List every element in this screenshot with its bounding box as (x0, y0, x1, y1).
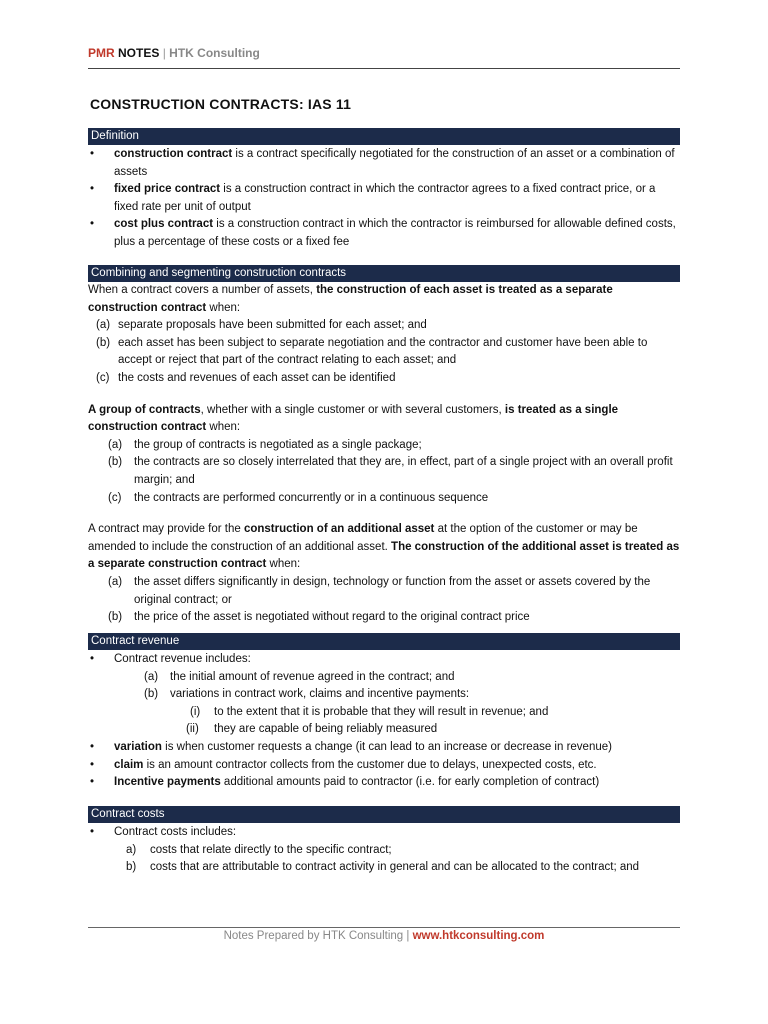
list-item (88, 842, 680, 860)
list-item (88, 216, 680, 251)
list-item (88, 859, 680, 877)
list-text: the group of contracts is negotiated as a single package; (134, 438, 422, 451)
definition-text: is a construction contract in which the contractor is reimbursed for allowable defined costs, plus a percentage of these costs or a fixed fee (114, 218, 676, 248)
list-item (88, 757, 680, 775)
section-heading-costs: Contract costs (88, 806, 680, 823)
list-marker: (b) (108, 611, 123, 624)
page-footer (88, 930, 680, 942)
definition-list (88, 146, 680, 252)
list-marker: (c) (108, 491, 122, 504)
list-item (88, 490, 680, 508)
bullet-icon: • (90, 758, 95, 771)
bullet-icon: • (90, 826, 95, 838)
costs-content (88, 824, 680, 877)
text: construction of an additional asset (243, 523, 435, 536)
term: variation (114, 740, 162, 753)
list-marker: (c) (96, 371, 110, 384)
list-item (88, 146, 680, 181)
list-text: the contracts are so closely interrelated that they are, in effect, part of a single project with an overall profit margin; and (134, 456, 673, 486)
term: construction contract (114, 148, 233, 160)
list-text: costs that relate directly to the specific contract; (150, 843, 392, 856)
definition-text: is a construction contract in which the contractor agrees to a fixed contract price, or a fixed rate per unit of output (114, 183, 656, 213)
list-item (88, 704, 680, 722)
brand-notes: NOTES (118, 46, 160, 60)
list-text: Contract costs includes: (114, 826, 237, 838)
list-text: the price of the asset is negotiated without regard to the original contract price (134, 611, 530, 624)
list-item (88, 454, 680, 489)
term: cost plus contract (114, 218, 214, 231)
text: A group of contracts (88, 403, 201, 416)
list-text: is an amount contractor collects from the customer due to delays, unexpected costs, etc. (143, 758, 597, 771)
list-item (88, 335, 680, 370)
footer-text: Notes Prepared by HTK Consulting (223, 930, 404, 942)
list-marker: (b) (108, 456, 123, 469)
list-marker: (a) (144, 670, 159, 683)
section-heading-combining: Combining and segmenting construction contracts (88, 265, 680, 282)
term: claim (114, 758, 144, 771)
list-item (88, 370, 680, 388)
footer-rule (88, 927, 680, 928)
combining-content (88, 282, 680, 627)
list-item (88, 181, 680, 216)
list-marker: a) (126, 843, 137, 856)
list-text: the initial amount of revenue agreed in the contract; and (170, 670, 455, 683)
list-text: additional amounts paid to contractor (i.e. for early completion of contract) (220, 776, 600, 789)
list-item (88, 721, 680, 739)
list-text: they are capable of being reliably measured (214, 723, 438, 736)
text: is treated as a single construction contract (88, 403, 619, 434)
text: When a contract covers a number of assets, (88, 284, 317, 296)
footer-website-link[interactable]: www.htkconsulting.com (412, 930, 545, 942)
term: Incentive payments (114, 776, 221, 789)
term: fixed price contract (114, 183, 221, 196)
header-rule (88, 68, 680, 69)
bullet-icon: • (90, 740, 95, 753)
list-marker: b) (126, 861, 137, 874)
list-marker: (a) (108, 438, 123, 451)
bullet-icon: • (90, 653, 95, 665)
footer-separator: | (403, 930, 413, 942)
list-text: Contract revenue includes: (114, 653, 251, 665)
bullet-icon: • (90, 776, 95, 789)
list-marker: (a) (96, 319, 111, 332)
list-item (88, 609, 680, 627)
text: when: (266, 558, 301, 571)
list-marker: (b) (144, 688, 159, 701)
page-header (88, 46, 260, 60)
text: when: (206, 421, 241, 434)
list-text: is when customer requests a change (it can lead to an increase or decrease in revenue) (161, 740, 612, 753)
header-separator: | (162, 46, 166, 60)
text: , whether with a single customer or with several customers, (200, 403, 505, 416)
text: when: (206, 301, 241, 314)
paragraph (88, 521, 680, 574)
page-title: CONSTRUCTION CONTRACTS: IAS 11 (90, 96, 352, 112)
list-marker: (ii) (186, 723, 199, 736)
brand-htk: HTK Consulting (169, 46, 260, 60)
list-item (88, 437, 680, 455)
text: The construction of the additional asset is treated as a separate construction contract (88, 540, 680, 571)
bullet-icon: • (90, 148, 95, 160)
brand-pmr: PMR (88, 46, 115, 60)
text: the construction of each asset is treated as a separate construction contract (88, 284, 613, 314)
list-text: the costs and revenues of each asset can be identified (118, 371, 396, 384)
list-marker: (a) (108, 575, 123, 588)
list-item (88, 686, 680, 704)
list-marker: (i) (190, 705, 201, 718)
list-item (88, 739, 680, 757)
paragraph (88, 282, 680, 317)
list-item (88, 774, 680, 792)
list-text: the asset differs significantly in design, technology or function from the asset or assets covered by the original contract; or (134, 575, 651, 606)
list-text: variations in contract work, claims and incentive payments: (170, 688, 470, 701)
bullet-icon: • (90, 218, 95, 231)
definition-text: is a contract specifically negotiated for the construction of an asset or a combination of assets (114, 148, 675, 178)
bullet-icon: • (90, 183, 95, 196)
section-heading-definition: Definition (88, 128, 680, 145)
text: at the option of the customer or may be amended to include the construction of an additional asset. (88, 523, 638, 553)
list-item (88, 317, 680, 335)
revenue-content (88, 651, 680, 792)
list-text: costs that are attributable to contract activity in general and can be allocated to the contract; and (150, 861, 640, 874)
list-marker: (b) (96, 336, 111, 349)
list-text: to the extent that it is probable that they will result in revenue; and (214, 705, 549, 718)
list-item (88, 824, 680, 842)
list-text: each asset has been subject to separate negotiation and the contractor and customer have been able to accept or reject that part of the contract relating to each asset; and (118, 336, 648, 367)
text: A contract may provide for the (88, 523, 244, 536)
list-item (88, 574, 680, 609)
list-text: the contracts are performed concurrently or in a continuous sequence (134, 491, 489, 504)
list-item (88, 651, 680, 669)
section-heading-revenue: Contract revenue (88, 633, 680, 650)
paragraph (88, 402, 680, 437)
list-item (88, 669, 680, 687)
list-text: separate proposals have been submitted for each asset; and (118, 319, 427, 332)
